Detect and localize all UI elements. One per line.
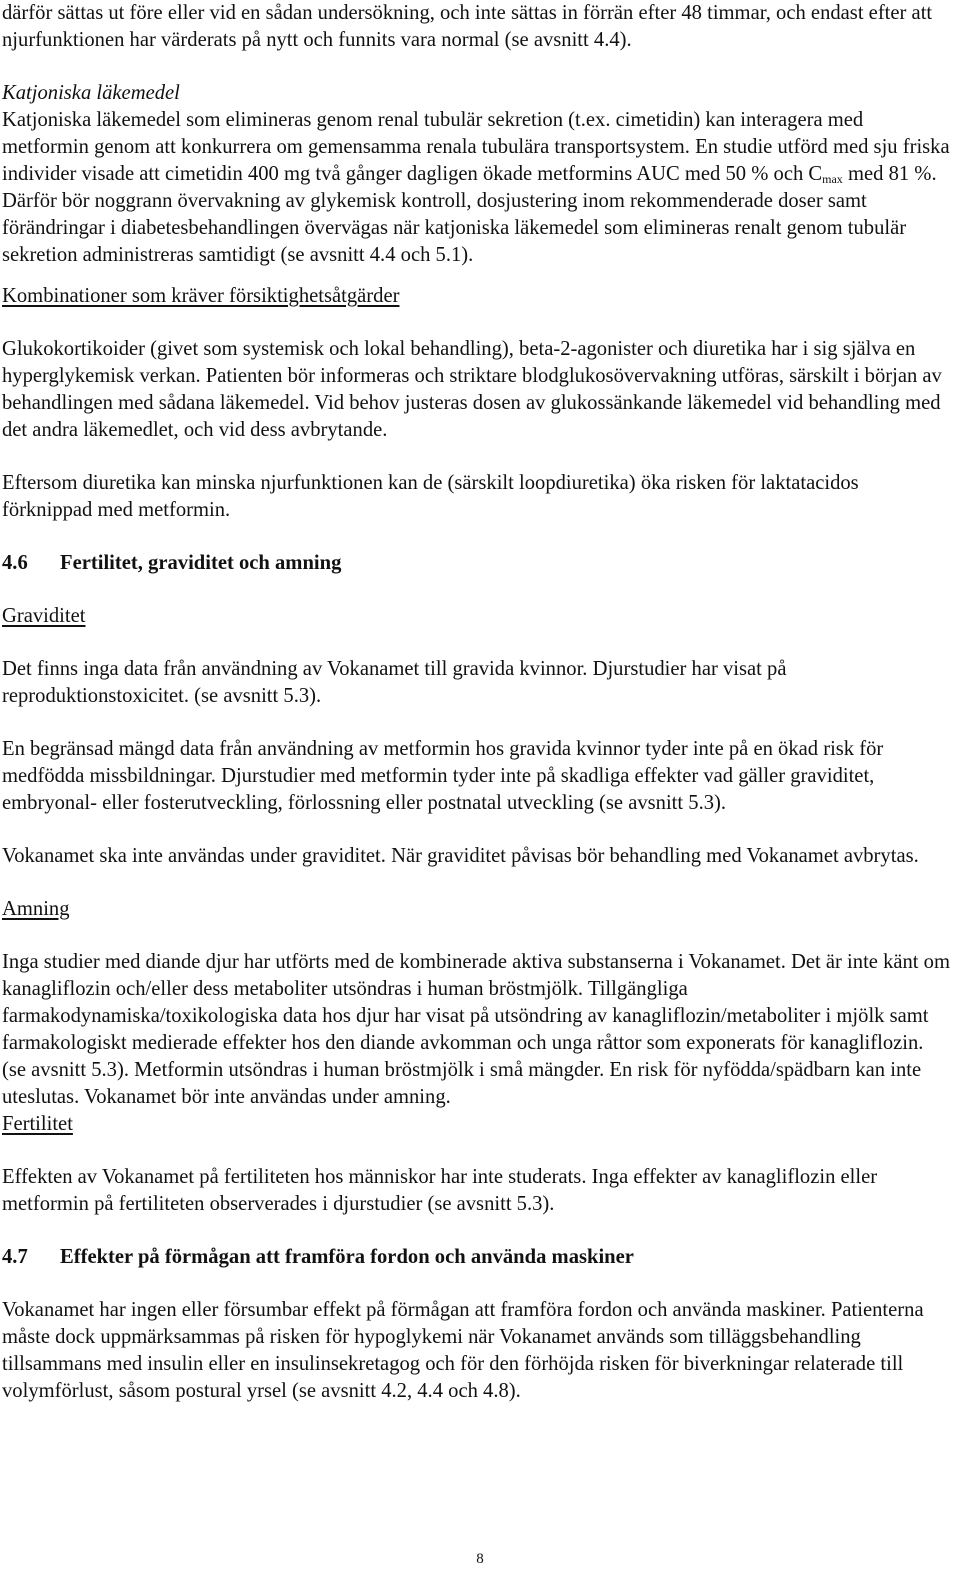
- section-4-6-heading: [2, 550, 952, 577]
- section-4-6-number: 4.6: [2, 552, 28, 574]
- fertility-paragraph: Effekten av Vokanamet på fertiliteten hos människor har inte studerats. Inga effekter av kanagliflozin eller metformin på fertiliteten observerades i djurstudier (se avsnitt 5.3).: [2, 1166, 878, 1215]
- precautions-paragraph-2: Eftersom diuretika kan minska njurfunktionen kan de (särskilt loopdiuretika) öka risken för laktatacidos förknippad med metformin.: [2, 472, 859, 521]
- precautions-heading: Kombinationer som kräver försiktighetsåtgärder: [2, 285, 400, 307]
- pregnancy-paragraph-3: Vokanamet ska inte användas under graviditet. När graviditet påvisas bör behandling med Vokanamet avbrytas.: [2, 845, 919, 867]
- lactation-paragraph: Inga studier med diande djur har utförts med de kombinerade aktiva substanserna i Vokanamet. Det är inte känt om kanagliflozin och/eller dess metaboliter utsöndras i human bröstmjölk. Tillgängliga farmakodynamiska/toxikologiska data hos djur har visat på utsöndring av kanagliflozin/metaboliter i mjölk samt farmakologiskt medierade effekter hos den diande avkomman och unga råttor som exponerats för kanagliflozin. (se avsnitt 5.3). Metformin utsöndras i human bröstmjölk i små mängder. En risk för nyfödda/spädbarn kan inte uteslutas. Vokanamet bör inte användas under amning.: [2, 951, 950, 1108]
- cationic-text-before-sub: Katjoniska läkemedel som elimineras genom renal tubulär sekretion (t.ex. cimetidin) kan interagera med metformin genom att konkurrera om gemensamma renala tubulära transportsystem. En studie utförd med sju friska individer visade att cimetidin 400 mg två gånger dagligen ökade metformins AUC med 50 % och C: [2, 109, 950, 185]
- section-4-7-paragraph: Vokanamet har ingen eller försumbar effekt på förmågan att framföra fordon och använda maskiner. Patienterna måste dock uppmärksammas på risken för hypoglykemi när Vokanamet används som tilläggsbehandling tillsammans med insulin eller en insulinsekretagog och för den förhöjda risken för biverkningar relaterade till volymförlust, såsom postural yrsel (se avsnitt 4.2, 4.4 och 4.8).: [2, 1299, 924, 1402]
- section-4-6-title: Fertilitet, graviditet och amning: [60, 552, 342, 574]
- section-4-7-title: Effekter på förmågan att framföra fordon och använda maskiner: [60, 1246, 634, 1268]
- page-number: 8: [476, 1551, 484, 1567]
- cationic-drugs-heading: Katjoniska läkemedel: [2, 82, 180, 104]
- pregnancy-paragraph-2: En begränsad mängd data från användning av metformin hos gravida kvinnor tyder inte på en ökad risk för medfödda missbildningar. Djurstudier med metformin tyder inte på skadliga effekter vad gäller graviditet, embryonal- eller fosterutveckling, förlossning eller postnatal utveckling (se avsnitt 5.3).: [2, 738, 884, 814]
- intro-paragraph: därför sättas ut före eller vid en sådan undersökning, och inte sättas in förrän efter 48 timmar, och endast efter att njurfunktionen har värderats på nytt och funnits vara normal (se avsnitt 4.4).: [2, 2, 933, 51]
- document-body: [2, 0, 952, 1405]
- precautions-paragraph-1: Glukokortikoider (givet som systemisk och lokal behandling), beta-2-agonister och diuretika har i sig själva en hyperglykemisk verkan. Patienten bör informeras och striktare blodglukosövervakning utföras, särskilt i början av behandlingen med sådana läkemedel. Vid behov justeras dosen av glukossänkande läkemedel vid behandling med det andra läkemedlet, och vid dess avbrytande.: [2, 338, 942, 441]
- pregnancy-heading: Graviditet: [2, 605, 86, 627]
- section-4-7-number: 4.7: [2, 1246, 28, 1268]
- pregnancy-paragraph-1: Det finns inga data från användning av Vokanamet till gravida kvinnor. Djurstudier har visat på reproduktionstoxicitet. (se avsnitt 5.3).: [2, 658, 787, 707]
- fertility-heading: Fertilitet: [2, 1113, 73, 1135]
- cationic-drugs-paragraph: [2, 107, 952, 269]
- lactation-heading: Amning: [2, 898, 70, 920]
- cationic-text-after-sub: med 81 %. Därför bör noggrann övervakning av glykemisk kontroll, dosjustering inom rekommenderade doser samt förändringar i diabetesbehandlingen övervägas när katjoniska läkemedel som elimineras renalt genom tubulär sekretion administreras samtidigt (se avsnitt 4.4 och 5.1).: [2, 163, 937, 266]
- section-4-7-heading: [2, 1244, 952, 1271]
- cmax-subscript: max: [822, 172, 843, 186]
